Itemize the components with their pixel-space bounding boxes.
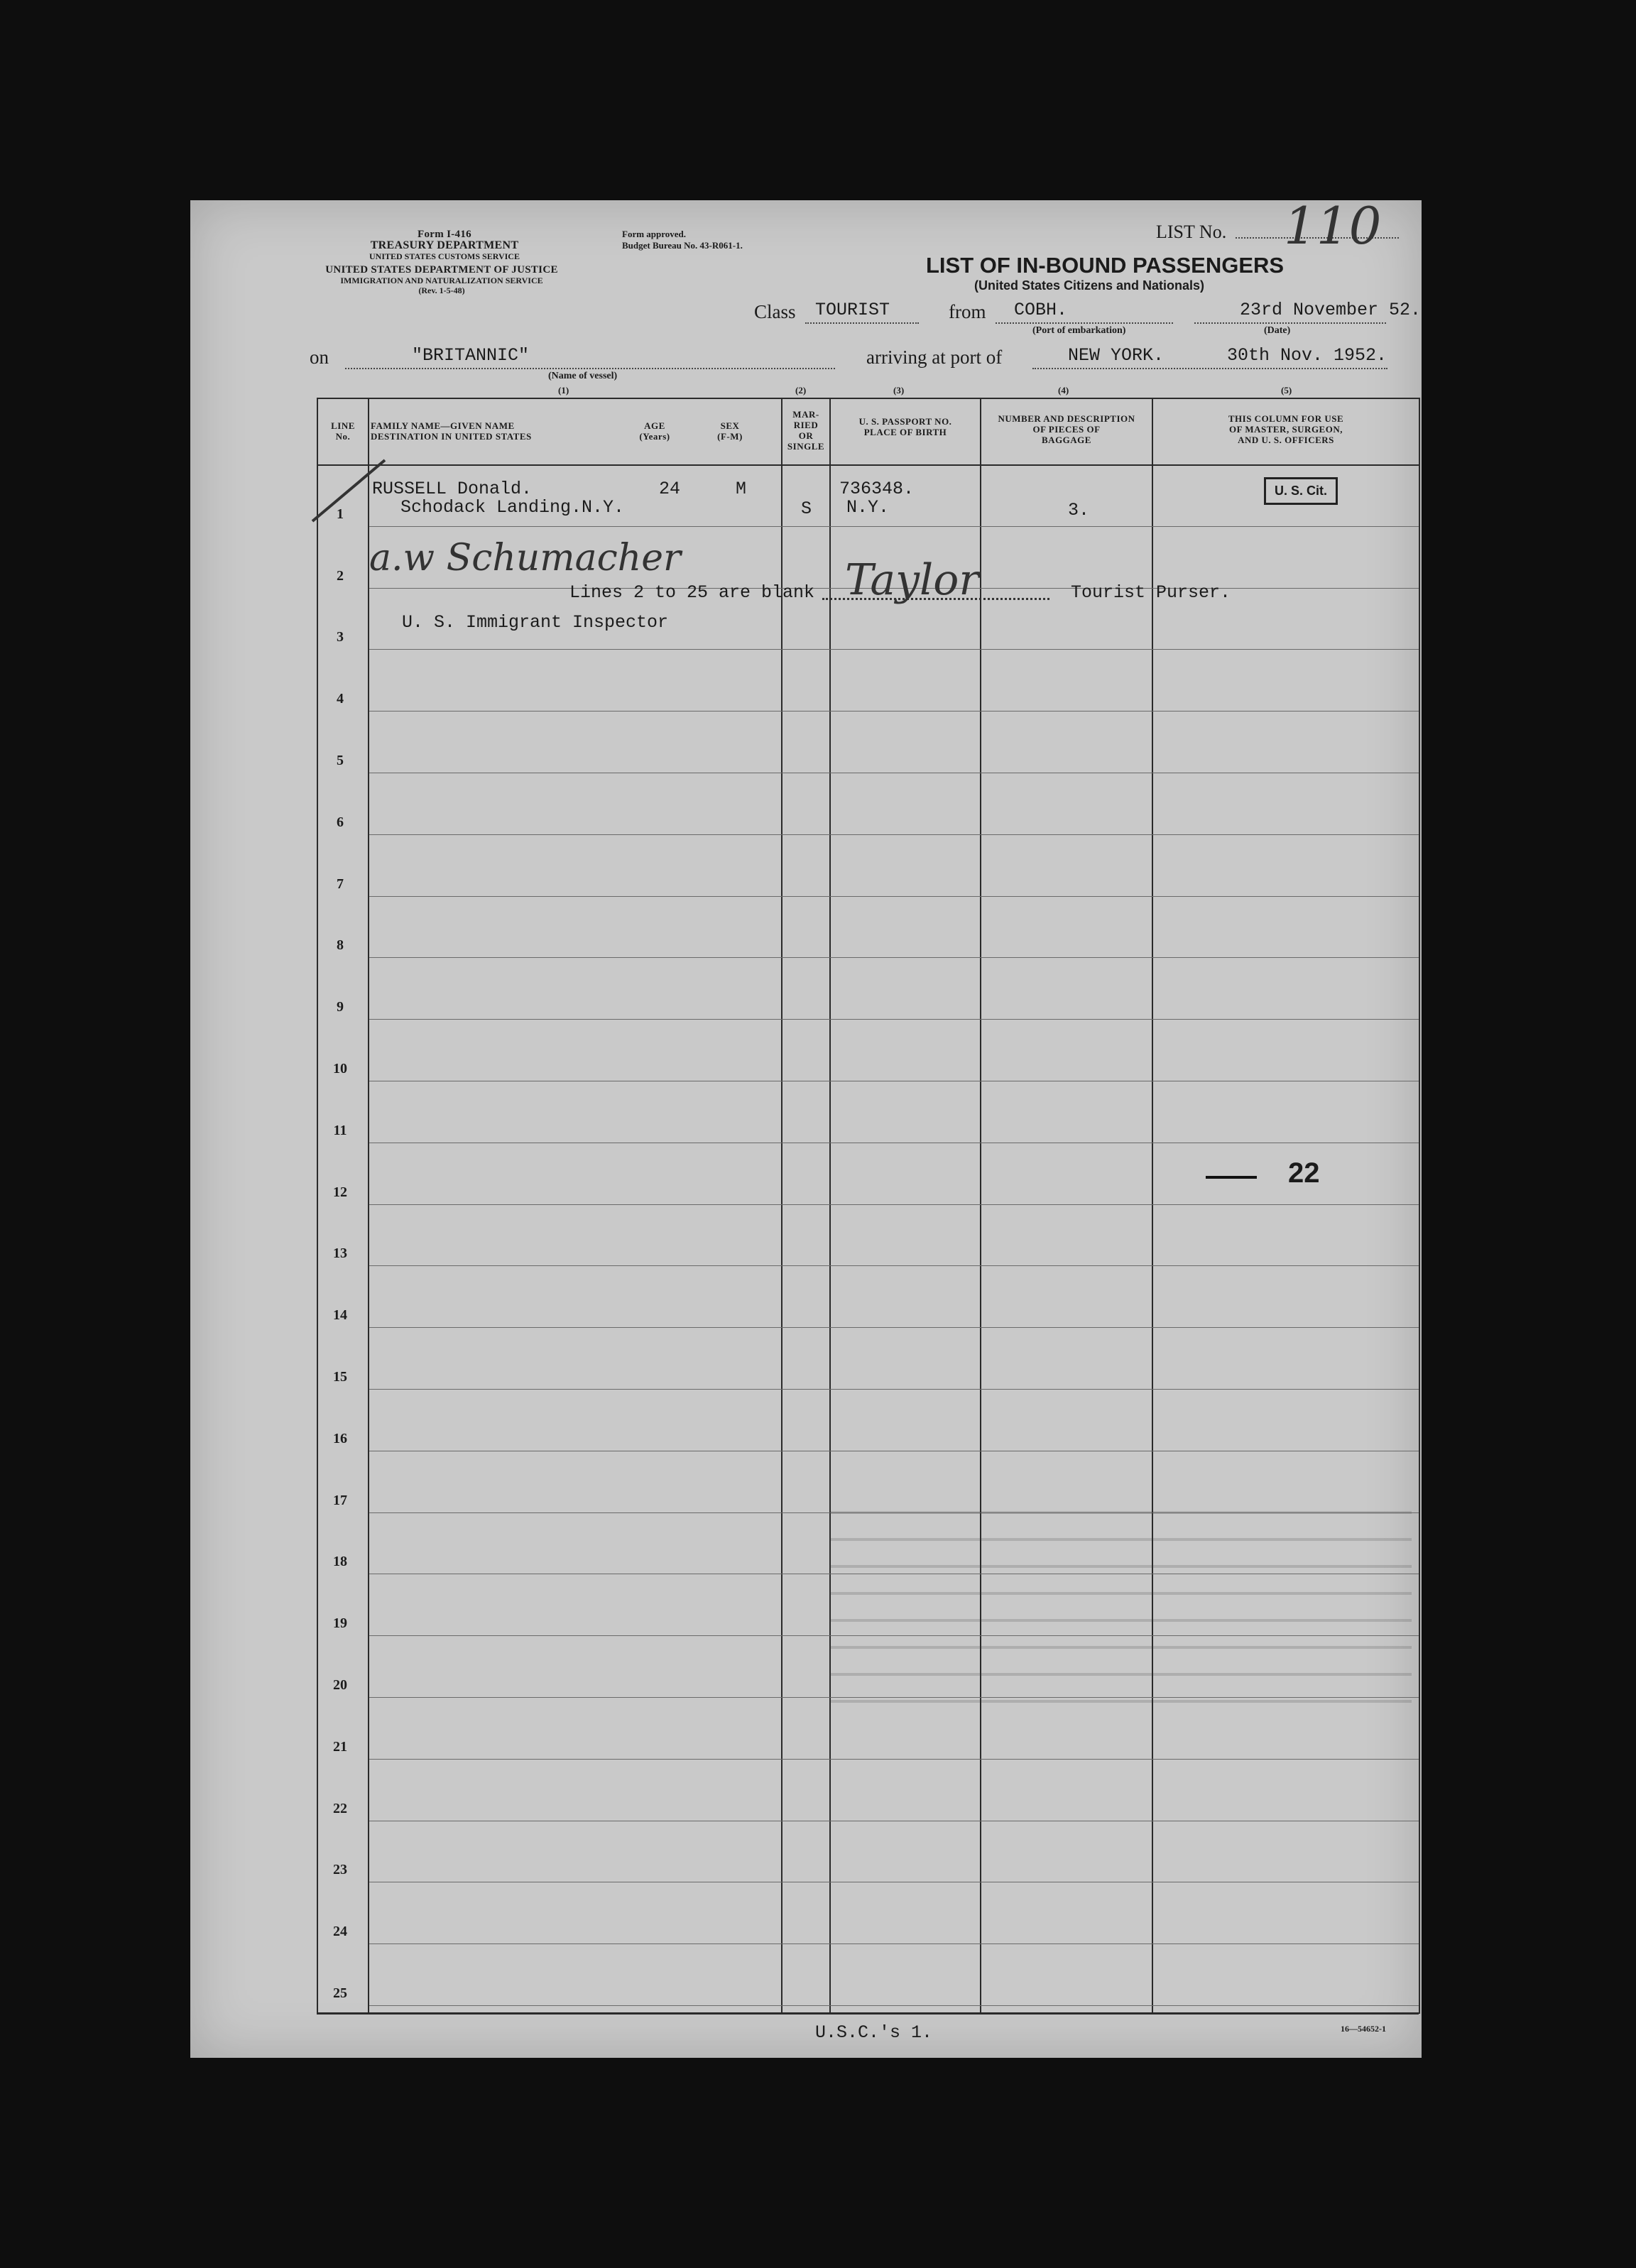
budget-bureau: Budget Bureau No. 43-R061-1. bbox=[622, 240, 743, 251]
line-number: 19 bbox=[333, 1615, 347, 1632]
line-number: 12 bbox=[333, 1184, 347, 1200]
signature-schumacher: a.w Schumacher bbox=[369, 537, 681, 579]
blank-lines-note: Lines 2 to 25 are blank bbox=[569, 582, 815, 603]
line-number: 9 bbox=[337, 999, 344, 1015]
line-number: 20 bbox=[333, 1677, 347, 1693]
line-number: 7 bbox=[337, 876, 344, 892]
header-name: FAMILY NAME—GIVEN NAME DESTINATION IN UNITED STATES bbox=[371, 420, 532, 442]
col-divider-baggage bbox=[980, 398, 981, 2014]
vessel-value: "BRITANNIC" bbox=[412, 345, 530, 366]
department-of-justice: UNITED STATES DEPARTMENT OF JUSTICE bbox=[325, 264, 558, 276]
line-number: 1 bbox=[337, 506, 344, 522]
passenger-destination: Schodack Landing.N.Y. bbox=[400, 497, 625, 518]
date-caption: (Date) bbox=[1264, 325, 1291, 336]
arrival-date: 30th Nov. 1952. bbox=[1227, 345, 1387, 366]
passenger-married: S bbox=[801, 498, 812, 519]
line-number: 22 bbox=[333, 1800, 347, 1816]
from-label: from bbox=[949, 301, 986, 322]
row-line bbox=[369, 711, 1419, 712]
arriving-label: arriving at port of bbox=[866, 347, 1003, 368]
line-number: 2 bbox=[337, 567, 344, 584]
col-divider-married bbox=[781, 398, 782, 2014]
check-mark bbox=[307, 456, 392, 527]
col-divider-line bbox=[368, 398, 369, 2014]
row-line bbox=[369, 526, 1419, 527]
purser-title: Tourist Purser. bbox=[1071, 582, 1231, 603]
line-number: 18 bbox=[333, 1554, 347, 1570]
line-number: 15 bbox=[333, 1369, 347, 1385]
row-line bbox=[369, 896, 1419, 897]
header-passport: U. S. PASSPORT NO. PLACE OF BIRTH bbox=[858, 416, 952, 437]
revision: (Rev. 1-5-48) bbox=[418, 285, 465, 295]
line-number: 16 bbox=[333, 1430, 347, 1446]
place-of-birth: N.Y. bbox=[846, 497, 890, 518]
passport-number: 736348. bbox=[839, 479, 915, 499]
footer-code: 16—54652-1 bbox=[1341, 2024, 1386, 2034]
row-line bbox=[369, 1019, 1419, 1020]
header-married: MAR- RIED OR SINGLE bbox=[787, 409, 825, 452]
class-line bbox=[805, 322, 919, 324]
row-line bbox=[369, 1943, 1419, 1944]
col-number-1: (1) bbox=[558, 385, 569, 396]
line-number: 8 bbox=[337, 937, 344, 954]
customs-service: UNITED STATES CUSTOMS SERVICE bbox=[369, 251, 520, 261]
bleed-through-text bbox=[829, 1493, 1412, 1706]
tally-number: 22 bbox=[1288, 1157, 1320, 1189]
date-value: 23rd November 52. bbox=[1240, 300, 1422, 320]
form-number: Form I-416 bbox=[418, 229, 471, 240]
treasury-department: TREASURY DEPARTMENT bbox=[370, 239, 519, 251]
line-number: 25 bbox=[333, 1985, 347, 2001]
row-line bbox=[369, 1204, 1419, 1205]
row-line bbox=[369, 649, 1419, 650]
col-divider-officers bbox=[1152, 398, 1153, 2014]
from-line bbox=[996, 322, 1173, 324]
table-left-border bbox=[317, 398, 318, 2014]
signature-taylor: Taylor bbox=[845, 555, 980, 605]
vessel-caption: (Name of vessel) bbox=[548, 371, 618, 381]
line-number: 5 bbox=[337, 753, 344, 768]
col-divider-passport bbox=[829, 398, 831, 2014]
col-number-3: (3) bbox=[893, 385, 905, 396]
header-sex: SEX (F-M) bbox=[717, 420, 743, 442]
on-label: on bbox=[310, 347, 329, 368]
date-line bbox=[1194, 322, 1386, 324]
bottom-note: U.S.C.'s 1. bbox=[815, 2022, 933, 2043]
tally-dash bbox=[1206, 1176, 1257, 1179]
row-line bbox=[369, 1759, 1419, 1760]
list-number-value: 110 bbox=[1284, 196, 1382, 256]
inspector-title: U. S. Immigrant Inspector bbox=[402, 612, 669, 633]
header-officers: THIS COLUMN FOR USE OF MASTER, SURGEON, AND U. S. OFFICERS bbox=[1228, 413, 1344, 445]
port-value: NEW YORK. bbox=[1068, 345, 1165, 366]
list-number-label: LIST No. bbox=[1156, 222, 1227, 242]
vessel-line bbox=[345, 368, 835, 369]
col-number-2: (2) bbox=[795, 385, 807, 396]
class-label: Class bbox=[754, 301, 796, 322]
port-embark-caption: (Port of embarkation) bbox=[1032, 325, 1126, 336]
row-line bbox=[369, 1265, 1419, 1266]
line-number: 3 bbox=[337, 629, 344, 645]
passenger-sex: M bbox=[736, 479, 747, 499]
baggage-count: 3. bbox=[1068, 500, 1090, 520]
line-number: 11 bbox=[333, 1122, 347, 1138]
from-value: COBH. bbox=[1014, 300, 1068, 320]
line-number: 4 bbox=[337, 691, 344, 707]
row-line bbox=[369, 957, 1419, 958]
ins-service: IMMIGRATION AND NATURALIZATION SERVICE bbox=[340, 276, 543, 285]
header-baggage: NUMBER AND DESCRIPTION OF PIECES OF BAGGAGE bbox=[998, 413, 1135, 445]
row-line bbox=[369, 1327, 1419, 1328]
table-right-border bbox=[1419, 398, 1420, 2014]
passenger-name: RUSSELL Donald. bbox=[372, 479, 533, 499]
header-age: AGE (Years) bbox=[639, 420, 670, 442]
port-line bbox=[1032, 368, 1387, 369]
line-number: 24 bbox=[333, 1924, 347, 1940]
table-bottom-border bbox=[317, 2012, 1419, 2015]
col-number-4: (4) bbox=[1058, 385, 1069, 396]
row-line bbox=[369, 1389, 1419, 1390]
document-page bbox=[190, 196, 1422, 2058]
row-line bbox=[369, 2005, 1419, 2006]
header-line-no: LINE No. bbox=[331, 420, 355, 442]
line-number: 10 bbox=[333, 1061, 347, 1076]
table-top-border bbox=[317, 398, 1419, 399]
line-number: 6 bbox=[337, 814, 344, 830]
passenger-age: 24 bbox=[659, 479, 681, 499]
page-subtitle: (United States Citizens and Nationals) bbox=[974, 278, 1205, 293]
col-number-5: (5) bbox=[1281, 385, 1292, 396]
row-line bbox=[369, 834, 1419, 835]
line-number: 13 bbox=[333, 1245, 347, 1262]
table-header-border bbox=[317, 464, 1419, 466]
line-number: 17 bbox=[333, 1492, 347, 1508]
page-title: LIST OF IN-BOUND PASSENGERS bbox=[926, 253, 1285, 278]
line-number: 23 bbox=[333, 1862, 347, 1878]
line-number: 21 bbox=[333, 1738, 347, 1755]
citizen-stamp: U. S. Cit. bbox=[1264, 477, 1338, 505]
line-number: 14 bbox=[333, 1307, 347, 1324]
class-value: TOURIST bbox=[815, 300, 890, 320]
form-approved: Form approved. bbox=[622, 229, 687, 239]
